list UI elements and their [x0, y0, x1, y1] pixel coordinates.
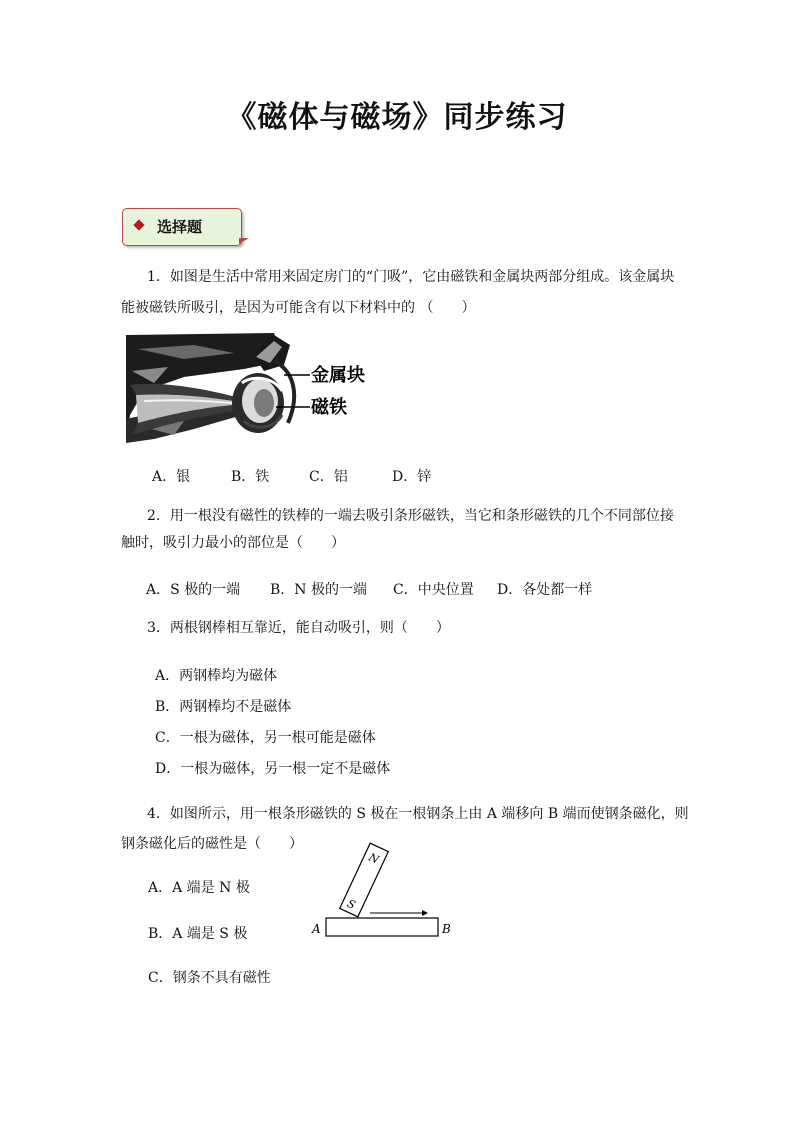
q1-option-c: C．铝: [309, 469, 348, 485]
tab-fold-decoration: [239, 238, 249, 244]
q2-option-a: A．S 极的一端: [146, 582, 241, 598]
q3-option-d: D．一根为磁体，另一根一定不是磁体: [155, 761, 391, 777]
question-2-line-1: 2．用一根没有磁性的铁棒的一端去吸引条形磁铁，当它和条形磁铁的几个不同部位接: [147, 508, 674, 524]
q3-option-b: B．两钢棒均不是磁体: [155, 699, 292, 715]
q1-option-a: A．银: [152, 469, 191, 485]
steel-bar: [326, 918, 438, 936]
question-4-line-2: 钢条磁化后的磁性是（ ）: [121, 836, 303, 852]
question-2-line-2: 触时，吸引力最小的部位是（ ）: [121, 535, 345, 551]
end-a-label: A: [312, 922, 321, 936]
section-tab-choice: [122, 208, 242, 246]
page-title: 《磁体与磁场》同步练习: [226, 100, 568, 135]
diamond-bullet-icon: [133, 219, 144, 230]
section-label: 选择题: [157, 218, 203, 236]
q2-option-c: C．中央位置: [393, 582, 474, 598]
label-metal-block: 金属块: [311, 365, 365, 386]
magnet-s-label: S: [345, 896, 358, 912]
q1-option-b: B．铁: [231, 469, 270, 485]
end-b-label: B: [442, 922, 451, 936]
question-1-line-2: 能被磁铁所吸引，是因为可能含有以下材料中的 （ ）: [121, 300, 476, 316]
q4-option-b: B．A 端是 S 极: [148, 926, 248, 942]
q4-option-c: C．钢条不具有磁性: [148, 970, 271, 986]
arrow-right-icon: [422, 910, 428, 916]
question-4-line-1: 4．如图所示，用一根条形磁铁的 S 极在一根钢条上由 A 端移向 B 端而使钢条磁化，则: [147, 806, 689, 822]
q2-option-b: B．N 极的一端: [270, 582, 367, 598]
question-1-line-1: 1．如图是生活中常用来固定房门的“门吸”，它由磁铁和金属块两部分组成。该金属块: [147, 269, 675, 285]
q3-option-c: C．一根为磁体，另一根可能是磁体: [155, 730, 376, 746]
q3-option-a: A．两钢棒均为磁体: [155, 668, 278, 684]
label-magnet: 磁铁: [311, 397, 347, 418]
q2-option-d: D．各处都一样: [497, 582, 593, 598]
door-stop-figure: [124, 331, 380, 444]
magnet-n-label: N: [366, 850, 381, 867]
question-3-line-1: 3．两根钢棒相互靠近，能自动吸引，则（ ）: [147, 620, 450, 636]
q4-option-a: A．A 端是 N 极: [148, 880, 250, 896]
q1-option-d: D．锌: [392, 469, 432, 485]
magnetization-figure: [310, 842, 460, 942]
